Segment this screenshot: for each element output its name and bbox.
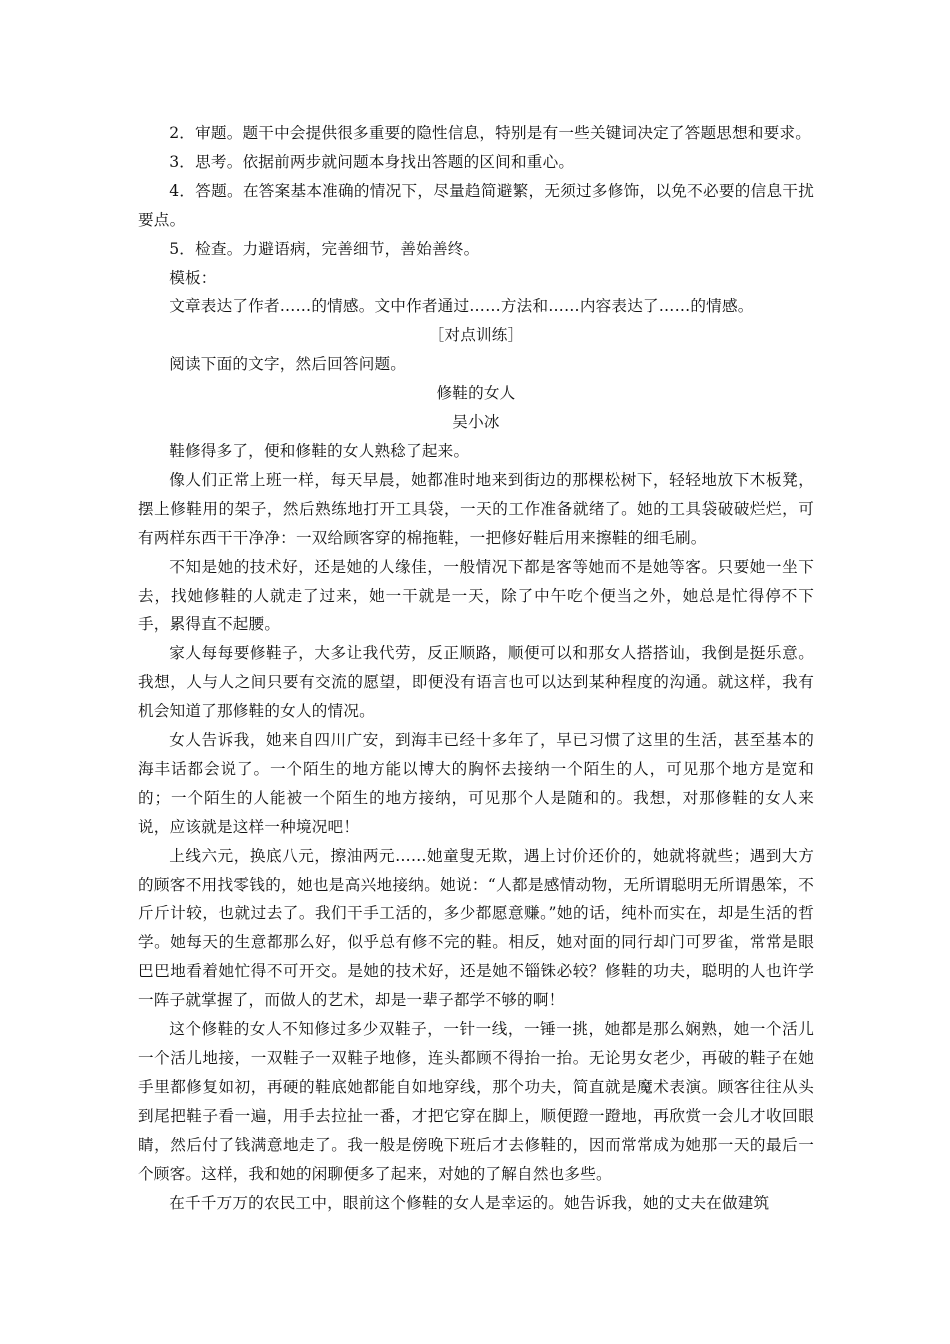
- step-5-paragraph: 5．检查。力避语病，完善细节，善始善终。: [169, 239, 480, 258]
- document-page: [138, 119, 814, 1217]
- section-title: ［对点训练］: [428, 326, 524, 345]
- article-paragraph: 这个修鞋的女人不知修过多少双鞋子，一针一线，一锤一挑，她都是那么娴熟，她一个活儿一个活儿地接，一双鞋子一双鞋子地修，连头都顾不得抬一抬。无论男女老少，再破的鞋子在她手里都修复如初，再硬的鞋底她都能自如地穿线，那个功夫，简直就是魔术表演。顾客往往从头到尾把鞋子看一遍，用手去拉扯一番，才把它穿在脚上，顺便蹬一蹬地，再欣赏一会儿才收回眼睛，然后付了钱满意地走了。我一般是傍晚下班后才去修鞋的，因而常常成为她那一天的最后一个顾客。这样，我和她的闲聊便多了起来，对她的了解自然也多些。: [138, 1020, 814, 1183]
- step-3-paragraph: 3．思考。依据前两步就问题本身找出答题的区间和重心。: [169, 152, 575, 171]
- template-text: 文章表达了作者……的情感。文中作者通过……方法和……内容表达了……的情感。: [169, 297, 754, 316]
- article-paragraph: 上线六元，换底八元，擦油两元……她童叟无欺，遇上讨价还价的，她就将就些；遇到大方的顾客不用找零钱的，她也是高兴地接纳。她说：“人都是感情动物，无所谓聪明无所谓愚笨，不斤斤计较，也就过去了。我们干手工活的，多少都愿意赚。”她的话，纯朴而实在，却是生活的哲学。她每天的生意都那么好，似乎总有修不完的鞋。相反，她对面的同行却门可罗雀，常常是眼巴巴地看着她忙得不可开交。是她的技术好，还是她不锱铢必较？修鞋的功夫，聪明的人也许学一阵子就掌握了，而做人的艺术，却是一辈子都学不够的啊！: [138, 846, 814, 1010]
- article-paragraph: 家人每每要修鞋子，大多让我代劳，反正顺路，顺便可以和那女人搭搭讪，我倒是挺乐意。我想，人与人之间只要有交流的愿望，即便没有语言也可以达到某种程度的沟通。就这样，我有机会知道了那修鞋的女人的情况。: [138, 644, 814, 721]
- step-2-paragraph: 2．审题。题干中会提供很多重要的隐性信息，特别是有一些关键词决定了答题思想和要求。: [169, 124, 812, 142]
- article-author: 吴小冰: [452, 413, 500, 432]
- article-paragraph: 像人们正常上班一样，每天早晨，她都准时地来到街边的那棵松树下，轻轻地放下木板凳，摆上修鞋用的架子，然后熟练地打开工具袋，一天的工作准备就绪了。她的工具袋破破烂烂，可有两样东西干干净净：一双给顾客穿的棉拖鞋，一把修好鞋后用来擦鞋的细毛刷。: [138, 470, 814, 547]
- template-label: 模板：: [169, 268, 217, 287]
- reading-instruction: 阅读下面的文字，然后回答问题。: [169, 355, 407, 374]
- article-paragraph: 在千千万万的农民工中，眼前这个修鞋的女人是幸运的。她告诉我，她的丈夫在做建筑: [169, 1193, 770, 1212]
- article-paragraph: 不知是她的技术好，还是她的人缘佳，一般情况下都是客等她而不是她等客。只要她一坐下去，找她修鞋的人就走了过来，她一干就是一天，除了中午吃个便当之外，她总是忙得停不下手，累得直不起腰。: [138, 557, 814, 634]
- article-paragraph: 女人告诉我，她来自四川广安，到海丰已经十多年了，早已习惯了这里的生活，甚至基本的海丰话都会说了。一个陌生的地方能以博大的胸怀去接纳一个陌生的人，可见那个地方是宽和的；一个陌生的人能被一个陌生的地方接纳，可见那个人是随和的。我想，对那修鞋的女人来说，应该就是这样一种境况吧！: [138, 731, 814, 836]
- article-paragraph: 鞋修得多了，便和修鞋的女人熟稔了起来。: [169, 441, 470, 460]
- article-title: 修鞋的女人: [436, 384, 516, 403]
- step-4-paragraph: 4．答题。在答案基本准确的情况下，尽量趋简避繁，无须过多修饰，以免不必要的信息干扰要点。: [138, 181, 814, 229]
